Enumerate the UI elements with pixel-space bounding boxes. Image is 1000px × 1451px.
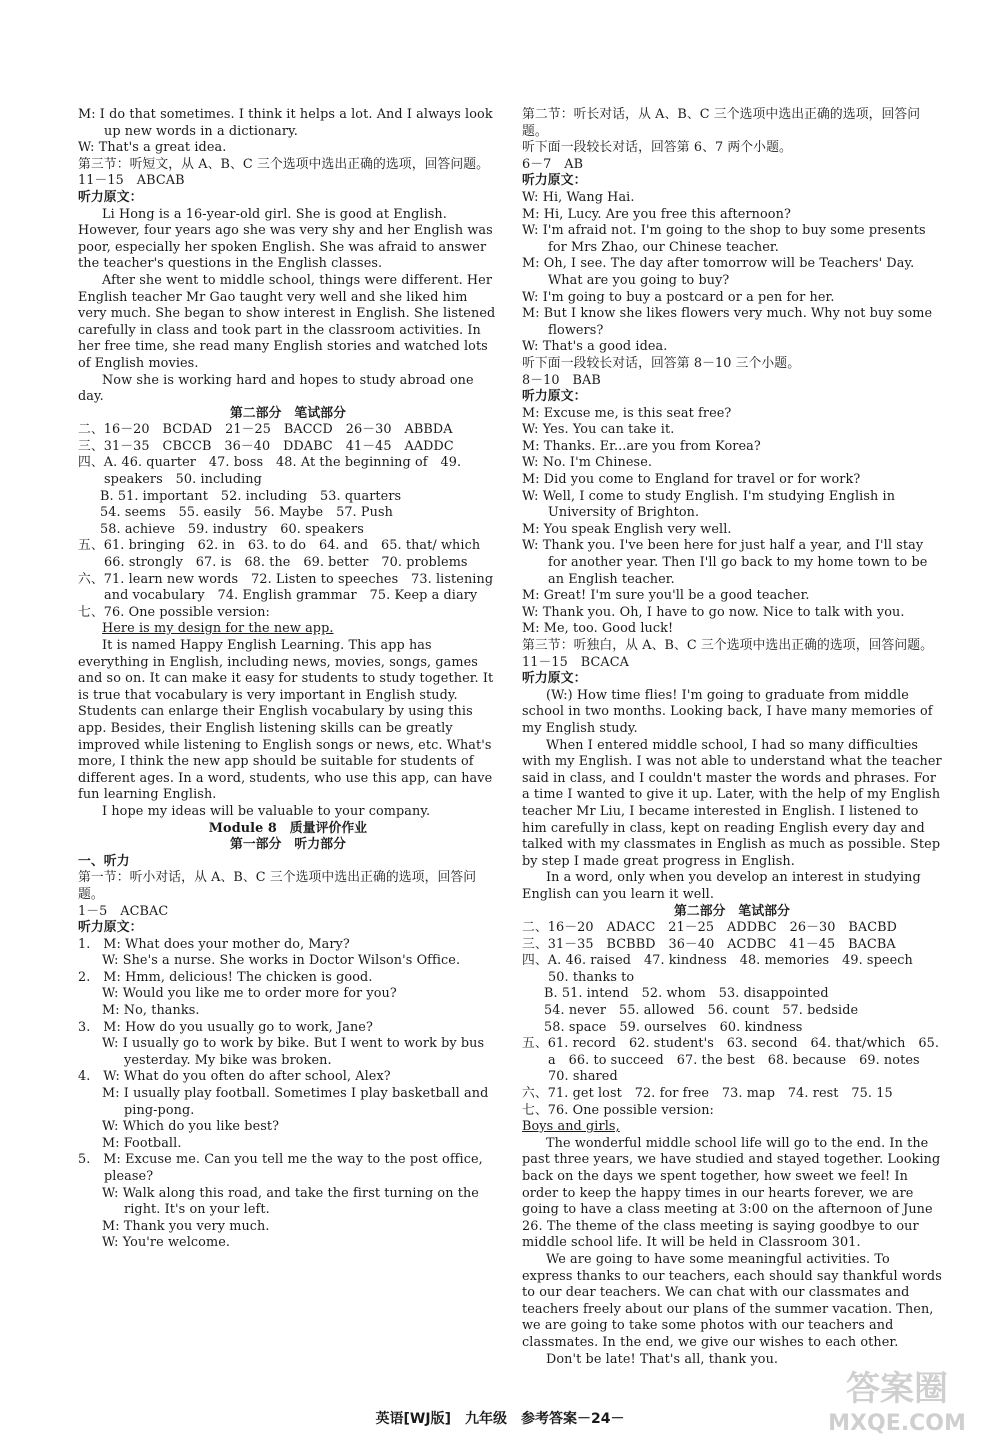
right-paragraph: W: Thank you. I've been here for just half a year, and I'll stay for another year. Then I'll go back to my home town to be an English teacher. <box>522 538 932 587</box>
right-paragraph: M: You speak English very well. <box>522 521 732 537</box>
right-paragraph: 6－7 AB <box>522 156 584 172</box>
left-paragraph: 3. M: How do you usually go to work, Jane? <box>78 1019 373 1035</box>
left-paragraph: 54. seems 55. easily 56. Maybe 57. Push <box>100 505 393 521</box>
left-paragraph: W: Would you like me to order more for you? <box>102 986 397 1002</box>
right-paragraph: W: Well, I come to study English. I'm studying English in University of Brighton. <box>522 488 900 521</box>
right-column <box>522 107 947 1368</box>
left-paragraph: 第二部分 笔试部分 <box>229 405 347 421</box>
right-paragraph: M: Excuse me, is this seat free? <box>522 405 732 421</box>
right-paragraph: M: Thanks. Er...are you from Korea? <box>522 438 761 454</box>
right-paragraph: We are going to have some meaningful activities. To express thanks to our teachers, each should say thankful words to our dear teachers. We can chat with our classmates and teachers freely about our plans of the summer vacation. Then, we are going to take some photos with our teachers and classmates. In the end, we give our wishes to each other. <box>522 1251 947 1350</box>
right-paragraph: W: I'm afraid not. I'm going to the shop to buy some presents for Mrs Zhao, our Chinese teacher. <box>522 223 930 255</box>
left-paragraph: M: I usually play football. Sometimes I play basketball and ping-pong. <box>102 1086 493 1118</box>
right-paragraph: 三、31－35 BCBBD 36－40 ACDBC 41－45 BACBA <box>522 936 896 952</box>
left-paragraph: 七、76. One possible version: <box>78 604 270 620</box>
right-paragraph: W: That's a good idea. <box>522 339 668 355</box>
right-paragraph: 第二节：听长对话，从 A、B、C 三个选项中选出正确的选项，回答问题。 <box>522 107 921 139</box>
right-paragraph: M: Great! I'm sure you'll be a good teacher. <box>522 588 810 604</box>
left-paragraph: 4. W: What do you often do after school, Alex? <box>78 1069 391 1085</box>
right-paragraph: 听下面一段较长对话，回答第 8－10 三个小题。 <box>522 355 801 371</box>
left-paragraph: M: I do that sometimes. I think it helps a lot. And I always look up new words in a dictionary. <box>78 107 497 139</box>
right-paragraph: 听力原文： <box>522 389 587 405</box>
left-paragraph: 11－15 ABCAB <box>78 173 185 189</box>
right-paragraph: (W:) How time flies! I'm going to graduate from middle school in two months. Looking back, I have many memories of my English study. <box>522 687 937 736</box>
right-paragraph: M: Did you come to England for travel or for work? <box>522 472 861 488</box>
left-paragraph: 听力原文： <box>78 189 143 205</box>
left-paragraph: 听力原文： <box>78 920 143 936</box>
right-paragraph: M: Oh, I see. The day after tomorrow will be Teachers' Day. What are you going to buy? <box>522 256 919 288</box>
watermark-logo <box>812 1360 982 1440</box>
left-paragraph: 第三节：听短文，从 A、B、C 三个选项中选出正确的选项，回答问题。 <box>78 156 490 172</box>
left-paragraph: 二、16－20 BCDAD 21－25 BACCD 26－30 ABBDA <box>78 422 453 438</box>
left-paragraph: W: I usually go to work by bike. But I went to work by bus yesterday. My bike was broken. <box>102 1036 489 1068</box>
right-paragraph: 54. never 55. allowed 56. count 57. bedside <box>544 1003 859 1019</box>
right-paragraph: 五、61. record 62. student's 63. second 64. that/which 65. a 66. to succeed 67. the best 68. because 69. notes 70. shared <box>522 1036 944 1085</box>
right-paragraph: 听力原文： <box>522 671 587 687</box>
left-paragraph: W: Walk along this road, and take the first turning on the right. It's on your left. <box>102 1185 484 1218</box>
right-paragraph: The wonderful middle school life will go to the end. In the past three years, we have studied and stayed together. Looking back on the days we spent together, how sweet we feel! In order to keep the happy times in our hearts forever, we are going to have a class meeting at 3:00 on the afternoon of June 26. The theme of the class meeting is saying goodbye to our middle school life. It will be held in Classroom 301. <box>522 1135 945 1251</box>
left-paragraph: W: That's a great idea. <box>78 140 227 156</box>
left-paragraph: W: She's a nurse. She works in Doctor Wilson's Office. <box>102 953 461 969</box>
right-paragraph: 8－10 BAB <box>522 372 601 388</box>
left-paragraph: 5. M: Excuse me. Can you tell me the way to the post office, please? <box>78 1152 487 1184</box>
left-paragraph: W: Which do you like best? <box>102 1119 280 1135</box>
left-paragraph: 1－5 ACBAC <box>78 903 169 919</box>
right-paragraph: Boys and girls, <box>522 1119 620 1135</box>
right-paragraph: 四、A. 46. raised 47. kindness 48. memories 49. speech 50. thanks to <box>522 953 926 985</box>
right-paragraph: W: I'm going to buy a postcard or a pen for her. <box>522 289 835 305</box>
right-paragraph: 第二部分 笔试部分 <box>673 903 791 919</box>
right-paragraph: 二、16－20 ADACC 21－25 ADDBC 26－30 BACBD <box>522 920 897 936</box>
left-paragraph: 第一部分 听力部分 <box>229 837 347 853</box>
left-paragraph: M: Thank you very much. <box>102 1218 270 1234</box>
left-paragraph: After she went to middle school, things were different. Her English teacher Mr Gao taught very well and she liked him very much. She began to show interest in English. She listened carefully in class and took part in the classroom activities. In her free time, she read many English stories and watched lots of English movies. <box>78 272 500 371</box>
left-paragraph: 三、31－35 CBCCB 36－40 DDABC 41－45 AADDC <box>78 438 454 454</box>
right-paragraph: M: Hi, Lucy. Are you free this afternoon? <box>522 206 791 222</box>
left-paragraph: Module 8 质量评价作业 <box>208 820 368 836</box>
right-paragraph: 七、76. One possible version: <box>522 1102 714 1118</box>
left-paragraph: 2. M: Hmm, delicious! The chicken is good. <box>78 969 373 985</box>
right-paragraph: 听力原文： <box>522 173 587 189</box>
right-paragraph: 听下面一段较长对话，回答第 6、7 两个小题。 <box>522 140 792 156</box>
right-paragraph: 第三节：听独白，从 A、B、C 三个选项中选出正确的选项，回答问题。 <box>522 638 934 653</box>
right-paragraph: 六、71. get lost 72. for free 73. map 74. rest 75. 15 <box>522 1086 893 1102</box>
right-paragraph: W: Yes. You can take it. <box>522 422 675 438</box>
page-footer: 英语[WJ版] 九年级 参考答案－24－ <box>375 1411 625 1427</box>
right-paragraph: Don't be late! That's all, thank you. <box>546 1351 779 1367</box>
watermark-url: MXQE.COM <box>828 1411 966 1436</box>
left-paragraph: 58. achieve 59. industry 60. speakers <box>100 521 364 537</box>
right-paragraph: In a word, only when you develop an interest in studying English can you learn it well. <box>522 870 925 902</box>
right-paragraph: W: Hi, Wang Hai. <box>522 189 635 205</box>
left-paragraph: M: Football. <box>102 1135 182 1151</box>
right-paragraph: M: But I know she likes flowers very much. Why not buy some flowers? <box>522 306 937 338</box>
right-paragraph: W: No. I'm Chinese. <box>522 455 653 471</box>
left-paragraph: 六、71. learn new words 72. Listen to speeches 73. listening and vocabulary 74. English grammar 75. Keep a diary <box>78 571 498 604</box>
left-paragraph: It is named Happy English Learning. This app has everything in English, including news, movies, songs, games and so on. It can make it easy for students to study together. It is true that vocabulary is very important in English study. Students can enlarge their English vocabulary by using this app. Besides, their English listening skills can be greatly improved while listening to English songs or news, etc. What's more, I think the new app should be suitable for students of different ages. In a word, students, who use this app, can have fun learning English. <box>78 638 498 803</box>
left-paragraph: Now she is working hard and hopes to study abroad one day. <box>78 372 478 405</box>
right-paragraph: When I entered middle school, I had so many difficulties with my English. I was not able to understand what the teacher said in class, and I couldn't master the words and phrases. For a time I wanted to give it up. Later, with the help of my English teacher Mr Liu, I became interested in English. I listened to him carefully in class, kept on reading English every day and talked with my classmates in English as much as possible. Step by step I made great progress in English. <box>522 737 946 869</box>
left-paragraph: B. 51. important 52. including 53. quarters <box>100 488 402 504</box>
right-paragraph: 11－15 BCACA <box>522 654 629 670</box>
left-paragraph: 五、61. bringing 62. in 63. to do 64. and 65. that/ which 66. strongly 67. is 68. the 69. better 70. problems <box>78 538 494 571</box>
left-paragraph: Li Hong is a 16-year-old girl. She is good at English. However, four years ago she was very shy and her English was poor, especially her spoken English. She was afraid to answer the teacher's questions in the English classes. <box>78 206 497 272</box>
left-paragraph: 四、A. 46. quarter 47. boss 48. At the beginning of 49. speakers 50. including <box>78 455 466 488</box>
left-paragraph: W: You're welcome. <box>102 1235 231 1251</box>
left-column <box>78 107 498 1252</box>
right-paragraph: W: Thank you. Oh, I have to go now. Nice to talk with you. <box>522 604 905 620</box>
left-paragraph: Here is my design for the new app. <box>102 621 334 637</box>
left-paragraph: M: No, thanks. <box>102 1003 200 1019</box>
left-paragraph: 第一节：听小对话，从 A、B、C 三个选项中选出正确的选项，回答问题。 <box>78 870 477 902</box>
left-paragraph: 1. M: What does your mother do, Mary? <box>78 936 350 952</box>
right-paragraph: M: Me, too. Good luck! <box>522 621 674 637</box>
left-paragraph: I hope my ideas will be valuable to your company. <box>102 803 431 819</box>
right-paragraph: B. 51. intend 52. whom 53. disappointed <box>544 986 829 1002</box>
watermark-title: 答案圈 <box>846 1369 948 1409</box>
right-paragraph: 58. space 59. ourselves 60. kindness <box>544 1019 803 1035</box>
left-paragraph: 一、听力 <box>78 853 130 869</box>
